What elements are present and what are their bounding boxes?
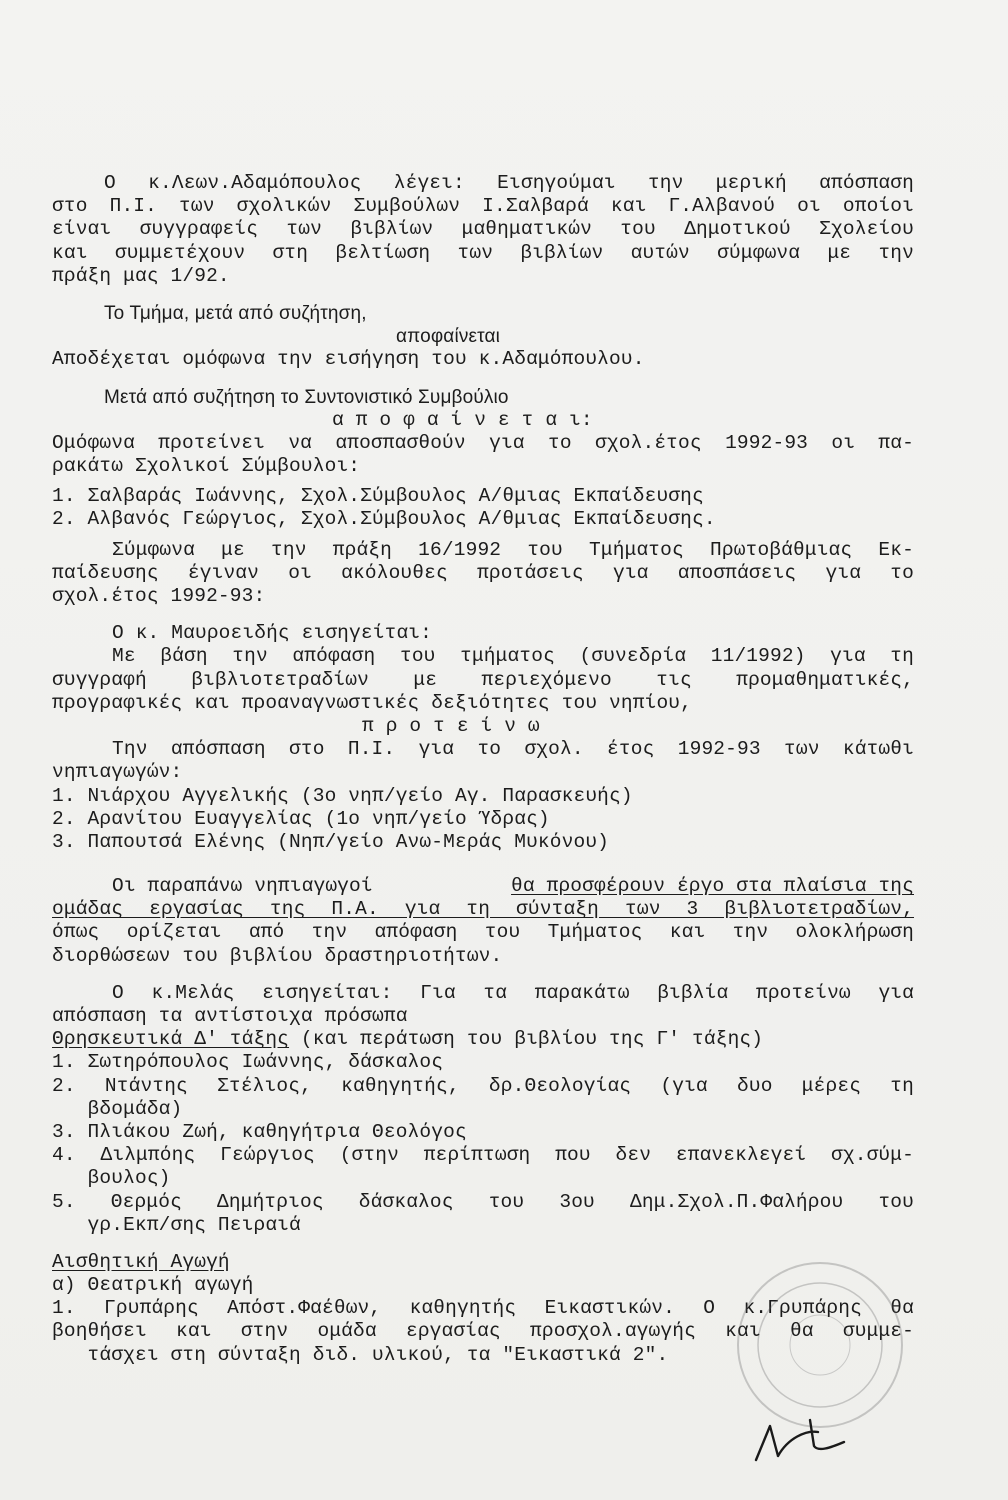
list-item: 1. Νιάρχου Αγγελικής (3ο νηπ/γείο Αγ. Παρασκευής): [52, 784, 633, 807]
decision-verb: αποφαίνεται: [396, 326, 500, 348]
advisors-list: [52, 485, 914, 531]
religion-heading: [52, 1028, 914, 1051]
underlined-text: ομάδας εργασίας της Π.Α. για τη σύνταξη των 3 βιβλιοτετραδίων,: [52, 898, 914, 921]
signature-mark: [748, 1408, 868, 1468]
text-line: [52, 875, 914, 898]
propose-verb: π ρ ο τ ε ί ν ω: [362, 714, 540, 737]
text-line: πράξη μας 1/92.: [52, 264, 230, 287]
aesthetic-heading: Αισθητική Αγωγή: [52, 1250, 230, 1273]
list-item: 1. Σωτηρόπουλος Ιωάννης, δάσκαλος: [52, 1051, 444, 1074]
text-line: και συμμετέχουν στη βελτίωση των βιβλίων αυτών σύμφωνα με την: [52, 241, 914, 264]
text-line: απόσπαση τα αντίστοιχα πρόσωπα: [52, 1005, 408, 1027]
text-line: παίδευσης έγιναν οι ακόλουθες προτάσεις για αποσπάσεις για το: [52, 561, 914, 584]
list-item: βδομάδα): [52, 1097, 183, 1120]
text-fragment: Οι παραπάνω νηπιαγωγοί: [112, 875, 373, 898]
list-item: βοηθήσει και στην ομάδα εργασίας προσχολ.αγωγής και θα συμμε-: [52, 1320, 914, 1343]
text-line: όπως ορίζεται από την απόφαση του Τμήματος και την ολοκλήρωση: [52, 921, 914, 944]
melas-heading: Ο κ.Μελάς εισηγείται: Για τα παρακάτω βιβλία προτείνω για: [112, 981, 914, 1004]
text-fragment: (και περάτωση του βιβλίου της Γ' τάξης): [289, 1028, 764, 1051]
text-line: σχολ.έτος 1992-93:: [52, 585, 266, 607]
list-item: 1. Σαλβαράς Ιωάννης, Σχολ.Σύμβουλος Α/θμιας Εκπαίδευσης: [52, 485, 704, 508]
aesthetic-subheading: α) Θεατρική αγωγή: [52, 1274, 254, 1297]
list-item: 2. Αλβανός Γεώργιος, Σχολ.Σύμβουλος Α/θμιας Εκπαίδευσης.: [52, 508, 716, 531]
text-line: νηπιαγωγών:: [52, 761, 183, 784]
list-item: γρ.Εκπ/σης Πειραιά: [52, 1213, 301, 1236]
document-body: [52, 172, 914, 1367]
religion-list: [52, 1051, 914, 1237]
list-item: 2. Αρανίτου Ευαγγελίας (1ο νηπ/γείο Ύδρας): [52, 807, 550, 830]
text-line: συγγραφή βιβλιοτετραδίων με περιεχόμενο τις προμαθηματικές,: [52, 668, 914, 691]
text-line: ρακάτω Σχολικοί Σύμβουλοι:: [52, 455, 361, 478]
paragraph-adamopoulos: [52, 172, 914, 288]
paragraph-teachers-work: [52, 875, 914, 968]
council-verb: α π ο φ α ί ν ε τ α ι:: [332, 408, 593, 431]
decision-text: Αποδέχεται ομόφωνα την εισήγηση του κ.Αδαμόπουλου.: [52, 348, 645, 371]
list-item: τάσχει στη σύνταξη διδ. υλικού, τα "Εικαστικά 2".: [52, 1343, 669, 1366]
text-line: είναι συγγραφείς των βιβλίων μαθηματικών του Δημοτικού Σχολείου: [52, 218, 914, 241]
text-line: στο Π.Ι. των σχολικών Συμβούλων Ι.Σαλβαρά και Γ.Αλβανού οι οποίοι: [52, 195, 914, 218]
list-item: 3. Παπουτσά Ελένης (Νηπ/γείο Ανω-Μεράς Μυκόνου): [52, 830, 610, 853]
text-line: Με βάση την απόφαση του τμήματος (συνεδρία 11/1992) για τη: [112, 645, 914, 668]
mavroeidis-heading: Ο κ. Μαυροειδής εισηγείται:: [112, 622, 433, 645]
list-item: 5. Θερμός Δημήτριος δάσκαλος του 3ου Δημ.Σχολ.Π.Φαλήρου του: [52, 1190, 914, 1213]
underlined-text: Θρησκευτικά Δ' τάξης: [52, 1028, 290, 1051]
text-line: διορθώσεων του βιβλίου δραστηριοτήτων.: [52, 944, 503, 967]
teachers-list: [52, 785, 914, 855]
underlined-text: θα προσφέρουν έργο στα πλαίσια της: [511, 875, 914, 898]
text-line: προγραφικές και προαναγνωστικές δεξιότητες του νηπίου,: [52, 691, 693, 714]
text-line: Ο κ.Λεων.Αδαμόπουλος λέγει: Εισηγούμαι την μερική απόσπαση: [104, 172, 914, 194]
paragraph-act-16: [52, 539, 914, 609]
list-item: 1. Γρυπάρης Απόστ.Φαέθων, καθηγητής Εικαστικών. Ο κ.Γρυπάρης θα: [52, 1297, 914, 1320]
council-intro: Μετά από συζήτηση το Συντονιστικό Συμβούλιο: [104, 386, 509, 408]
text-line: Σύμφωνα με την πράξη 16/1992 του Τμήματος Πρωτοβάθμιας Εκ-: [112, 538, 914, 561]
list-item: βουλος): [52, 1167, 171, 1190]
list-item: 4. Διλμπόης Γεώργιος (στην περίπτωση που δεν επανεκλεγεί σχ.σύμ-: [52, 1144, 914, 1167]
decision-intro: Το Τμήμα, μετά από συζήτηση,: [104, 302, 367, 324]
text-line: Την απόσπαση στο Π.Ι. για το σχολ. έτος 1992-93 των κάτωθι: [112, 738, 914, 761]
text-line: Ομόφωνα προτείνει να αποσπασθούν για το σχολ.έτος 1992-93 οι πα-: [52, 431, 914, 454]
list-item: 2. Ντάντης Στέλιος, καθηγητής, δρ.Θεολογίας (για δυο μέρες τη: [52, 1074, 914, 1097]
list-item: 3. Πλιάκου Ζωή, καθηγήτρια Θεολόγος: [52, 1120, 467, 1143]
